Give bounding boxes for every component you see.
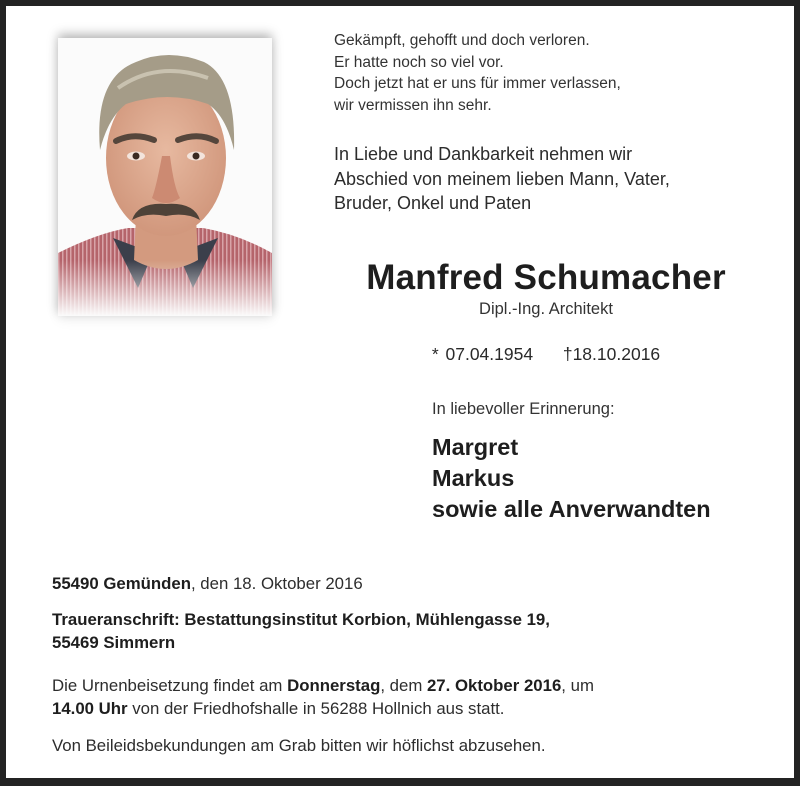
- birth-date: 07.04.1954: [445, 344, 534, 364]
- portrait-image: [58, 38, 272, 316]
- mourner: sowie alle Anverwandten: [432, 496, 711, 522]
- place: 55490 Gemünden: [52, 574, 191, 593]
- birth-star-icon: *: [431, 344, 439, 364]
- farewell-intro: [334, 142, 670, 216]
- portrait-photo: [58, 38, 272, 316]
- condolence-note: Von Beileidsbekundungen am Grab bitten wir höflichst abzusehen.: [52, 736, 546, 755]
- deceased-name: Manfred Schumacher: [366, 258, 726, 297]
- intro-line: Abschied von meinem lieben Mann, Vater,: [334, 168, 670, 189]
- address-line: 55469 Simmern: [52, 633, 176, 652]
- life-dates: [336, 344, 756, 365]
- deceased-title: Dipl.-Ing. Architekt: [479, 300, 613, 318]
- intro-line: Bruder, Onkel und Paten: [334, 193, 532, 213]
- poem-line: Er hatte noch so viel vor.: [334, 53, 504, 71]
- burial-time: 14.00 Uhr: [52, 699, 128, 718]
- burial-text: von der Friedhofshalle in 56288 Hollnich aus statt.: [127, 699, 505, 718]
- burial-text: , dem: [380, 676, 427, 695]
- burial-notice: [52, 674, 772, 720]
- poem-line: Gekämpft, gehofft und doch verloren.: [334, 32, 590, 49]
- burial-text: , um: [561, 676, 594, 695]
- mourner: Margret: [432, 434, 519, 460]
- obituary-page: [6, 6, 794, 778]
- mourners-list: [432, 432, 711, 525]
- burial-date: 27. Oktober 2016: [426, 676, 562, 695]
- poem: [334, 30, 621, 116]
- death-cross-icon: †: [562, 344, 573, 364]
- burial-text: Die Urnenbeisetzung findet am: [52, 676, 288, 695]
- mourner: Markus: [432, 465, 515, 491]
- poem-line: Doch jetzt hat er uns für immer verlassen,: [334, 75, 621, 92]
- date: , den 18. Oktober 2016: [190, 574, 363, 593]
- address-line: Traueranschrift: Bestattungsinstitut Korbion, Mühlengasse 19,: [52, 610, 550, 629]
- memory-label: In liebevoller Erinnerung:: [432, 400, 615, 418]
- mourning-address: [52, 608, 772, 654]
- place-date: [52, 572, 772, 595]
- burial-day: Donnerstag: [287, 676, 381, 695]
- poem-line: wir vermissen ihn sehr.: [334, 96, 492, 114]
- death-date: 18.10.2016: [572, 344, 661, 364]
- intro-line: In Liebe und Dankbarkeit nehmen wir: [334, 144, 633, 164]
